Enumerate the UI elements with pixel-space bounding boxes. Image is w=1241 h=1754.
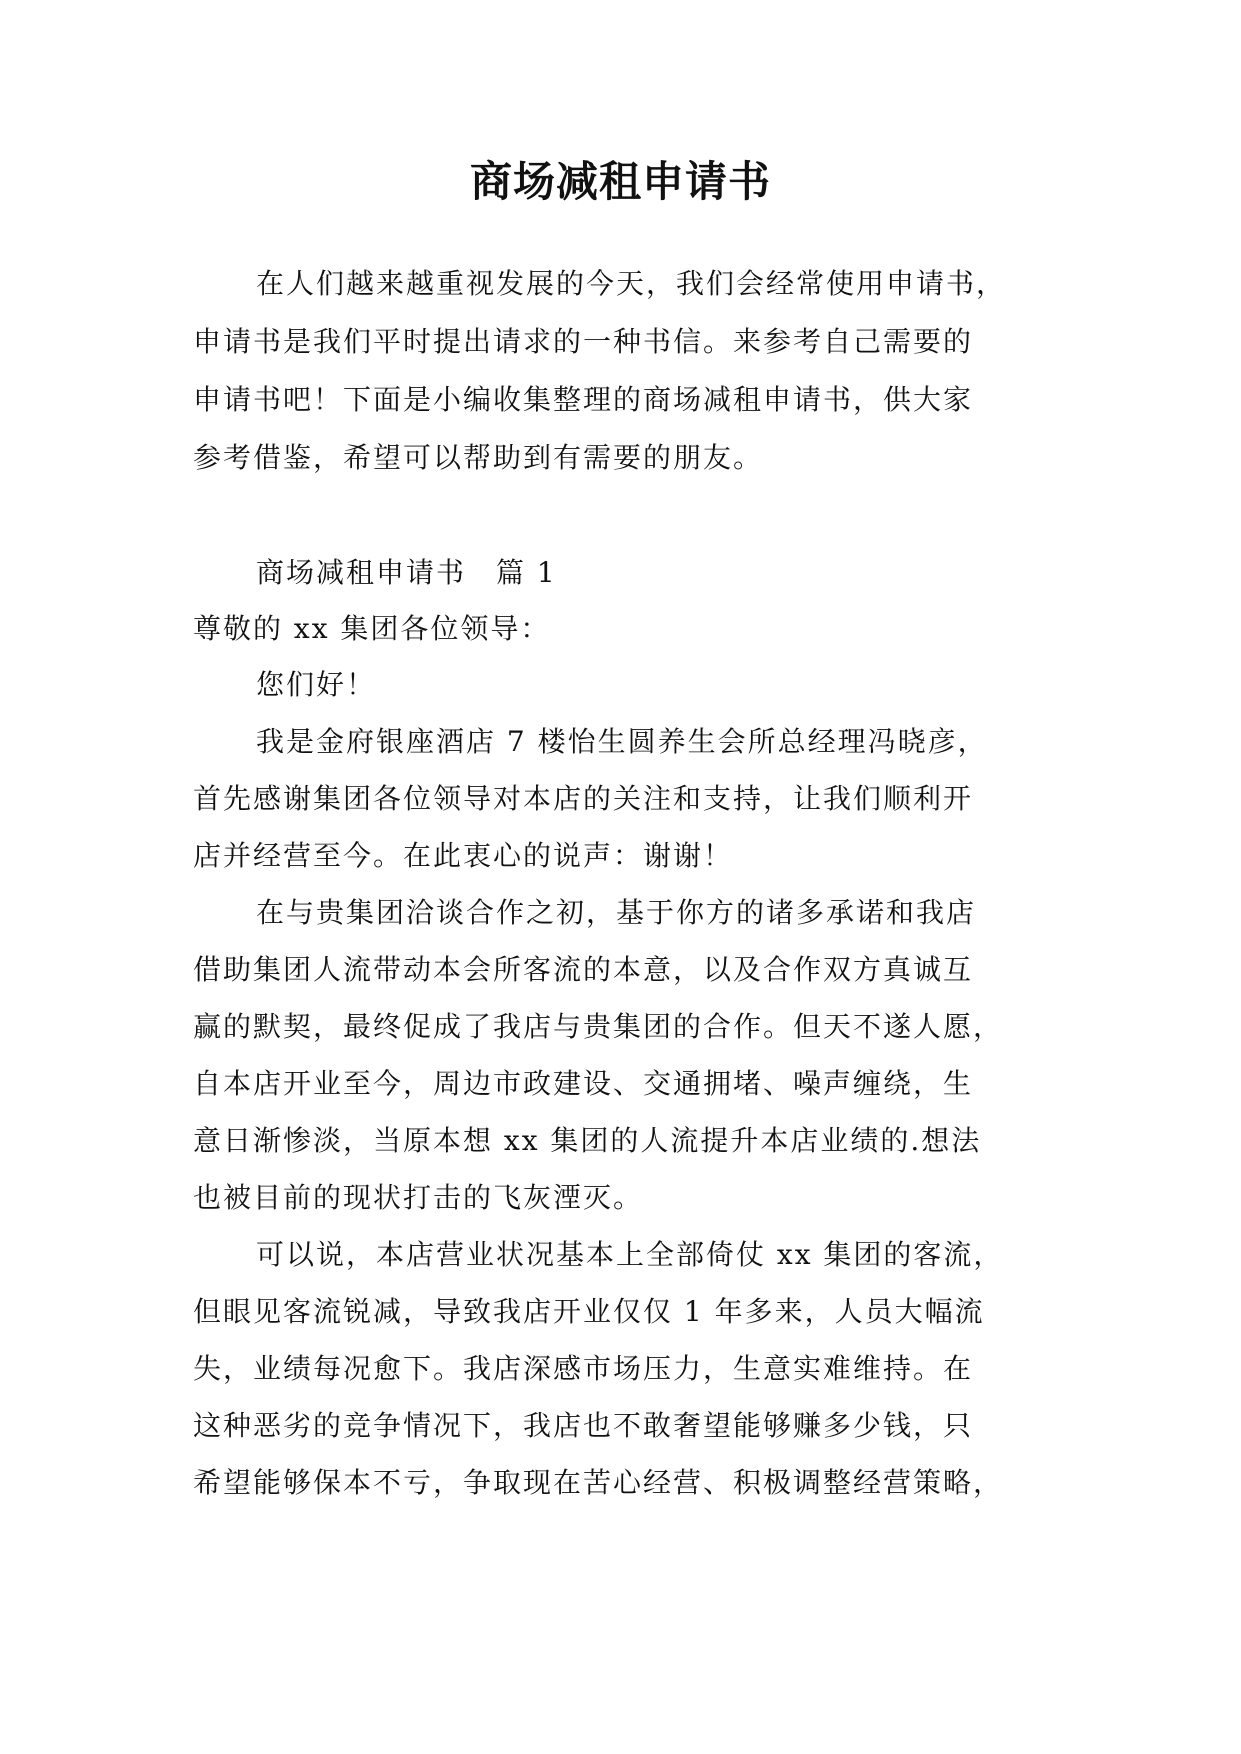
intro-line-3: 申请书吧！下面是小编收集整理的商场减租申请书，供大家: [193, 383, 974, 416]
body-line: 但眼见客流锐减，导致我店开业仅仅 1 年多来，人员大幅流: [193, 1295, 985, 1328]
body-line: 店并经营至今。在此衷心的说声：谢谢！: [193, 839, 734, 872]
body-line: 借助集团人流带动本会所客流的本意，以及合作双方真诚互: [193, 953, 974, 986]
body-line: 可以说，本店营业状况基本上全部倚仗 xx 集团的客流，: [256, 1238, 1004, 1271]
body-line: 赢的默契，最终促成了我店与贵集团的合作。但天不遂人愿，: [193, 1010, 1004, 1043]
body-line: 意日渐惨淡，当原本想 xx 集团的人流提升本店业绩的.想法: [193, 1124, 982, 1157]
body-line: 希望能够保本不亏，争取现在苦心经营、积极调整经营策略，: [193, 1466, 1004, 1499]
body-line: 这种恶劣的竞争情况下，我店也不敢奢望能够赚多少钱，只: [193, 1409, 974, 1442]
body-line: 我是金府银座酒店 7 楼怡生圆养生会所总经理冯晓彦，: [256, 725, 988, 758]
intro-line-1: 在人们越来越重视发展的今天，我们会经常使用申请书，: [256, 267, 1007, 300]
body-line: 自本店开业至今，周边市政建设、交通拥堵、噪声缠绕，生: [193, 1067, 974, 1100]
document-title: 商场减租申请书: [469, 157, 771, 206]
body-line: 首先感谢集团各位领导对本店的关注和支持，让我们顺利开: [193, 782, 974, 815]
body-line: 失，业绩每况愈下。我店深感市场压力，生意实难维持。在: [193, 1352, 974, 1385]
intro-line-2: 申请书是我们平时提出请求的一种书信。来参考自己需要的: [193, 325, 974, 358]
body-line: 在与贵集团洽谈合作之初，基于你方的诸多承诺和我店: [256, 896, 977, 929]
section-heading: 商场减租申请书 篇 1: [256, 556, 557, 589]
salutation: 尊敬的 xx 集团各位领导：: [193, 612, 551, 645]
body-line: 也被目前的现状打击的飞灰湮灭。: [193, 1181, 644, 1214]
intro-line-4: 参考借鉴，希望可以帮助到有需要的朋友。: [193, 441, 764, 474]
greeting: 您们好！: [256, 668, 377, 701]
